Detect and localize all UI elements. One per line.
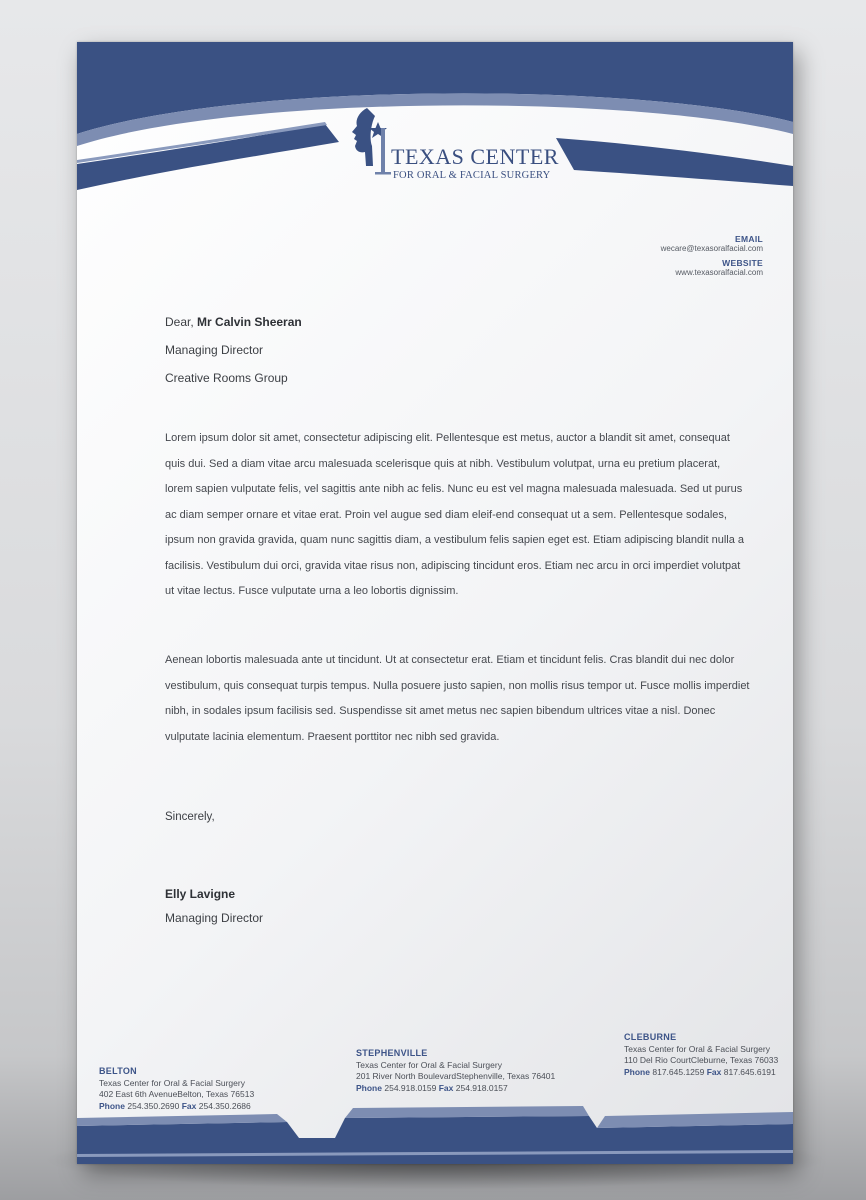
body-paragraph-1: Lorem ipsum dolor sit amet, consectetur adipiscing elit. Pellentesque est metus, auctor a blandit sit amet, consequat quis dui. Sed a diam vitae arcu malesuada scelerisque quis at nibh. Vestibulum volutpat, urna eu pretium placerat, lorem sapien vulputate felis, vel sagittis ante nibh ac felis. Nunc eu est vel magna malesuada malesuada. Sed ut purus ac diam semper ornare et vitae erat. Proin vel augue sed diam eleif-end consequat ut a sem. Pellentesque sodales, ipsum non gravida gravida, quam nunc sagittis diam, a vestibulum felis sapien eget est. Etiam adipiscing blandit nulla a facilisis. Vestibulum dui orci, gravida vitae risus non, adipiscing tincidunt eros. Etiam nec arcu in orci imperdiet volutpat ut vitae lectus. Fusce vulputate urna a leo lobortis dignissim. <box>165 432 745 597</box>
company-logo <box>341 106 559 186</box>
phone-number: 254.350.2690 <box>127 1100 180 1111</box>
office-org: Texas Center for Oral & Facial Surgery <box>99 1077 245 1088</box>
fax-label: Fax <box>181 1100 197 1111</box>
website-label: WEBSITE <box>722 258 763 268</box>
office-org: Texas Center for Oral & Facial Surgery <box>624 1043 770 1054</box>
office-city: STEPHENVILLE <box>356 1048 428 1058</box>
email-address[interactable]: wecare@texasoralfacial.com <box>660 244 763 253</box>
office-org: Texas Center for Oral & Facial Surgery <box>356 1059 502 1070</box>
company-name: TEXAS CENTER <box>391 144 559 169</box>
website-url[interactable]: www.texasoralfacial.com <box>675 268 763 277</box>
sign-off: Sincerely, <box>165 811 215 823</box>
phone-label: Phone <box>99 1100 125 1111</box>
recipient-name: Mr Calvin Sheeran <box>197 315 302 329</box>
phone-label: Phone <box>624 1066 650 1077</box>
letterhead-page <box>77 42 793 1164</box>
recipient-title: Managing Director <box>165 343 264 357</box>
salutation-line <box>165 308 302 336</box>
salutation: Dear, <box>165 315 194 329</box>
fax-label: Fax <box>438 1082 454 1093</box>
phone-number: 817.645.1259 <box>652 1066 705 1077</box>
recipient-block <box>165 308 302 392</box>
email-label: EMAIL <box>735 234 763 244</box>
office-cleburne <box>624 1032 778 1078</box>
phone-label: Phone <box>356 1082 382 1093</box>
office-address: 201 River North BoulevardStephenville, Texas 76401 <box>356 1071 556 1081</box>
fax-number: 254.350.2686 <box>198 1100 251 1111</box>
recipient-company: Creative Rooms Group <box>165 371 288 385</box>
company-tagline: FOR ORAL & FACIAL SURGERY <box>393 170 551 181</box>
fax-number: 254.918.0157 <box>455 1082 508 1093</box>
office-city: BELTON <box>99 1066 137 1076</box>
contact-block <box>661 234 763 282</box>
fax-number: 817.645.6191 <box>723 1066 776 1077</box>
footer-band-graphic <box>77 1076 793 1164</box>
sender-name: Elly Lavigne <box>165 887 236 901</box>
office-address: 110 Del Rio CourtCleburne, Texas 76033 <box>624 1055 779 1065</box>
body-paragraph-2: Aenean lobortis malesuada ante ut tincidunt. Ut at consectetur erat. Etiam et tincidunt felis. Cras blandit dui nec dolor vestibulum, quis consequat turpis tempus. Nulla posuere justo sapien, non mollis risus tempor ut. Fusce mollis imperdiet nibh, in sodales ipsum facilisis sed. Suspendisse sit amet metus nec sapien bibendum ultrices vitae a nisl. Donec vulputate lacinia elementum. Praesent porttitor nec nibh sed gravida. <box>165 654 750 743</box>
office-city: CLEBURNE <box>624 1032 677 1042</box>
fax-label: Fax <box>706 1066 722 1077</box>
phone-number: 254.918.0159 <box>384 1082 437 1093</box>
office-address: 402 East 6th AvenueBelton, Texas 76513 <box>99 1089 255 1099</box>
sender-title: Managing Director <box>165 911 264 925</box>
